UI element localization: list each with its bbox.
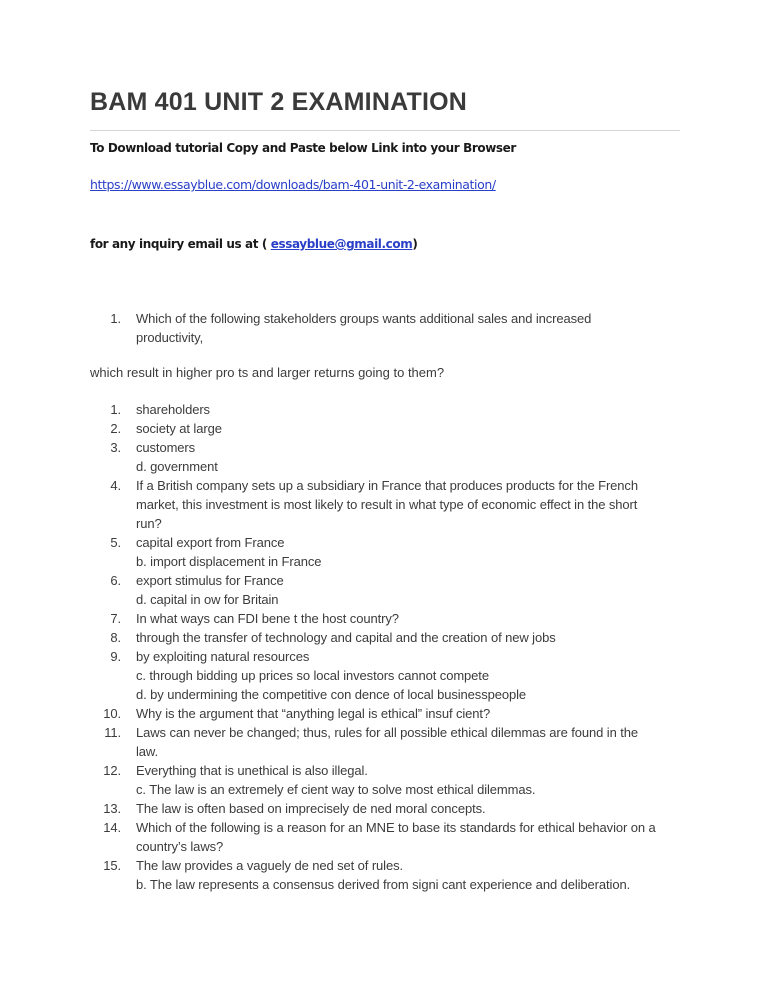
list-text: d. capital in ow for Britain: [136, 592, 279, 607]
list-text: customers: [136, 440, 196, 455]
list-text: The law provides a vaguely de ned set of rules.: [136, 858, 404, 873]
list-text: d. by undermining the competitive con dence of local businesspeople: [136, 687, 527, 702]
list-text: Why is the argument that “anything legal is ethical” insuf cient?: [136, 706, 491, 721]
list-text: society at large: [136, 421, 222, 436]
list-text: Laws can never be changed; thus, rules for all possible ethical dilemmas are found in the: [136, 725, 639, 740]
list-text: by exploiting natural resources: [136, 649, 310, 664]
list-item: [0, 400, 768, 419]
list-text: export stimulus for France: [136, 573, 284, 588]
list-number: 10.: [103, 706, 121, 721]
list-text: run?: [136, 516, 162, 531]
list-item: [0, 628, 768, 647]
list-item: [0, 590, 768, 609]
list-item: [0, 309, 768, 349]
list-item: [0, 552, 768, 571]
download-link[interactable]: https://www.essayblue.com/downloads/bam-401-unit-2-examination/: [90, 177, 496, 192]
list-number: 9.: [110, 649, 121, 664]
list-text: d. government: [136, 459, 218, 474]
inquiry-line: [90, 237, 417, 251]
list-item: [0, 476, 768, 495]
list-text: c. through bidding up prices so local investors cannot compete: [136, 668, 489, 683]
list-item: [0, 419, 768, 438]
list-number: 1.: [110, 311, 121, 326]
list-number: 2.: [110, 421, 121, 436]
list-item: [0, 609, 768, 628]
list-text: capital export from France: [136, 535, 285, 550]
list-item: [0, 533, 768, 552]
list-item: [0, 799, 768, 818]
email-link[interactable]: essayblue@gmail.com: [270, 237, 413, 251]
list-item: [0, 685, 768, 704]
list-item: [0, 457, 768, 476]
list-text: Which of the following stakeholders groups wants additional sales and increased: [136, 311, 592, 326]
list-text: If a British company sets up a subsidiary in France that produces products for the French: [136, 478, 638, 493]
list-text: c. The law is an extremely ef cient way to solve most ethical dilemmas.: [136, 782, 536, 797]
list-item: [0, 438, 768, 457]
list-item: [0, 780, 768, 799]
list-text: country’s laws?: [136, 839, 224, 854]
list-item: [0, 856, 768, 875]
list-number: 3.: [110, 440, 121, 455]
list-text: productivity,: [136, 330, 204, 345]
list-text: Everything that is unethical is also illegal.: [136, 763, 368, 778]
list-number: 14.: [103, 820, 121, 835]
list-number: 12.: [103, 763, 121, 778]
list-item: [0, 495, 768, 514]
list-item: [0, 818, 768, 837]
list-item: [0, 514, 768, 533]
list-item: [0, 571, 768, 590]
page-title: BAM 401 UNIT 2 EXAMINATION: [90, 88, 468, 116]
list-item: [0, 875, 768, 894]
list-number: 13.: [103, 801, 121, 816]
download-instruction: To Download tutorial Copy and Paste below Link into your Browser: [90, 141, 516, 155]
inquiry-suffix: ): [412, 237, 418, 251]
list-text: In what ways can FDI bene t the host country?: [136, 611, 399, 626]
list-item: [0, 761, 768, 780]
list-text: through the transfer of technology and capital and the creation of new jobs: [136, 630, 556, 645]
list-item: [0, 723, 768, 742]
list-text: shareholders: [136, 402, 210, 417]
list-text: b. import displacement in France: [136, 554, 322, 569]
list-number: 7.: [110, 611, 121, 626]
list-text: The law is often based on imprecisely de ned moral concepts.: [136, 801, 486, 816]
list-item: [0, 647, 768, 666]
list-item: [0, 704, 768, 723]
list-item: [0, 742, 768, 761]
list-item: [0, 837, 768, 856]
list-item: [0, 666, 768, 685]
question-continuation: which result in higher pro ts and larger returns going to them?: [90, 365, 445, 380]
list-number: 1.: [110, 402, 121, 417]
list-number: 6.: [110, 573, 121, 588]
list-text: law.: [136, 744, 159, 759]
list-number: 8.: [110, 630, 121, 645]
list-number: 4.: [110, 478, 121, 493]
list-text: Which of the following is a reason for an MNE to base its standards for ethical behavior on a: [136, 820, 656, 835]
list-number: 15.: [103, 858, 121, 873]
list-number: 5.: [110, 535, 121, 550]
inquiry-prefix: for any inquiry email us at (: [90, 237, 267, 251]
title-divider: [90, 130, 680, 131]
list-text: market, this investment is most likely to result in what type of economic effect in the short: [136, 497, 638, 512]
list-text: b. The law represents a consensus derived from signi cant experience and deliberation.: [136, 877, 631, 892]
list-number: 11.: [104, 725, 121, 740]
